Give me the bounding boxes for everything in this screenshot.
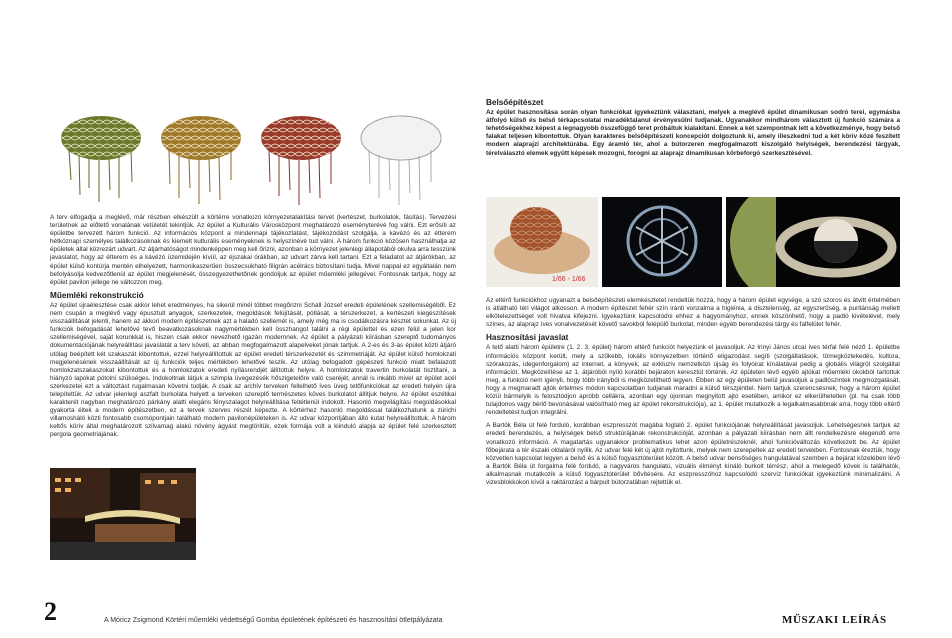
heading-interior: Belsőépítészet bbox=[486, 98, 544, 107]
strip-label: 1/66 - 1/66 bbox=[552, 276, 586, 283]
reconstruction-paragraph: Az épület újraélesztése csak akkor lehet eredményes, ha sikerül minél többet megőrizni Schall József eredeti épületének szellemiségéből. Ez nem csupán a meglévő vagy épusztult anyagok, szerkezetek, megoldások felújítását, pótlását, a térszerkezet, a kertészeti kiegészítések visszaállítását jelenti, hanem az akkori modern építészetnek azt a haladó szellemét is, amely még ma is csodálkozásra késztet sokunkat. Az új funkciók befogadását lehetővé tevő beavatkozásoknak nagymértékben kell összhangot találni a régi épülettel és ezen felül a jelen kor szellemiségével, saját korunkkal is, hiszen csak ekkor nevezhető igazán modernnek. Az épület a pályázati kiírásban szereplő tudományos dokumentációjának helyreállítási javaslatát a terv követi, az abban megfogalmazott alapelveket jónak tartjuk. A 2-es és 3-as épület közti átjáró utólag beépített két szakaszát kibontottuk, ezzel helyreállítottuk az épület eredeti térszerkezetét és szimmetriáját. Az épület külső homlokzati megjelenésének visszaállítását az új funkciók teljes mértékben lehetővé teszik. Az utólag befogadott gépészeti funkció miatt befalazott homlokzatszakaszokat kibontottuk és a homlokzatok eredeti nyílásrendjét állítottuk helyre. A homlokzatok travertin burkolatát tisztítani, a hiányzó lapokat pótolni szükséges. Indokoltnak látjuk a szimpla üvegezésék hőszigetelőre való cseréjét, annál is inkább mivel az épület acél szerkezetei ezt a változtást rugalmasan követni tudják. A csak az archív terveken fellelhető íves üveg tetőfunkciókat az eredeti helyén újra telepítettük. Az udvar jelenlegi aszfalt burkolata helyett a terveken szereplő természetes köves burkolatot állítjuk helyre. Az épület eszétikai karakterét nagyban meghatározó párkány alatti elegáns fényszalagot helyreállítása feltétlenül indokolt. Hasonló megvilágítási megoldásokkal gyakorta éltek a modern építészetben, ez a tervek szerves részét képezte. A körtérhez hasonló megoldással találkozhatunk a zürichi villamosháló közti fontosabb csomópontjain található modern pavilonépületeken is. Az udvar központjában álló kutat helyreállítottuk. A három keltős körív által meghatározott szilvamag alakú növény ágyást megtöritük, ezek formája volt a kiinduló alapja az épület felé szerkesztett pergola geometriájának. bbox=[50, 301, 456, 439]
espresso-paragraph: A Bartók Béla út felé forduló, korábban eszpresszót magába foglaló 2. épület funkciójának helyreállítását javasoljuk. Lehetségesnek tartjuk az eredeti berendezés, a helyiségek belső struktúrájának rekonstrukcióját, azonban a pályázati kiírásban nem állt rendelkezésre elegendő erre vonatkozó információ. A magatartás ugyanakkor problematikus lehet azon épületrészeknél, ahol funkcióváltozás következett be. Az épület főbejárata a tér északi oldaláról nyílik. Az udvar felé két új ajtót nyitottunk, melyek nem szerepeltek az eredeti tervekben. Fontosnak éreztük, hogy közvetlen kapcsolat legyen a belső és a külső fogyasztóterület között. A belső udvar bensőséges hangulatával szemben a bejárat közelében lévő a Bartók Béla út forgalma felé forduló, a nagyváros hangulatú, vizuális élményt kínáló burkolt térrész, ahol a melegedő kövek is találhatók, alkalmasnak mutatkozik a külső fogyasztótérület bővítésére. Az eszpresszóhoz kapcsolódó szervíz funkciókat igyekeztünk minimalizálni. A vizesblokkokon kívül a raktározást a bárpult bútorzatában rejtettük el. bbox=[486, 422, 900, 486]
intro-paragraph: A terv elfogadja a meglévő, már részben elkészült a körtérre vonatkozó környezetalakítási tervet (kertészet, burkolatok, fásítás). Tervezési területnek az előtető vonalának vetületét tekintjük. Az épület a Kulturális Városközpont meghatározó eseményterévé fog válni. Ezt erősíti az épületbe tervezett három funkció. Az információs központ a mindennapi tájékoztatást, tájékozódást szolgálja, a kávézó és az étterem hétköznapi személyes találkozásoknak és kiemelt kulturális eseményeknek is helyszínévé tud válni. A három funkció közösen használhatja az épületek által közrezárt udvart. Az átjárhatóságot mindenképpen meg kell őrizni, azonban a környezet jelenlegi állapotából okulva arra tesszünk javaslatot, hogy az étterem és a kávézó üzemidején kívül, az éjszakai órákban, az udvart zárva kell tartani. Ezt a feladatot az átjárókban, az épület külső kontúrja mentén elhelyezett, harmonikaszerűen összecsukható filigrán acélrács biztosítani tudja. Mivel nappal ez egyáltalán nem befolyásolja kedvezőtlenül az épület megjelenését, összegyezethetőnek gondoljuk az épület műemléki jellegével. Fontosnak tartjuk, hogy az épület pavilon jellege ne változzon meg. bbox=[50, 214, 456, 286]
dome-green bbox=[61, 116, 141, 202]
photo-side-text bbox=[200, 475, 456, 567]
utilization-paragraph: A tető alatti három épületre (1. 2. 3. épület) három eltérő funkciót helyezünk el javasoljuk. Az Irinyi János utcai íves térfal felé néző 1. épületbe információs központ került, mely a szűkebb, lokális környezetben történő eligazodást segíti (szolgáltatások, tömegközlekedés, kultúra, szórakozás, idegenforgalom) az internet, a könyvek, az exkluzív nemzetközi újság és folyóirat kínálatával pedig a globális világról szolgáltat információt. Megközelítése az 1. átjáróból nyíló korábbi bejáraton keresztül történik. Az épületen lévő egyéb ajtókat műemléki okokból tartottuk meg, a funkció nem igényli, hogy több irányból is megközelíthető legyen. Ebben az egy épületen belül javasoljuk a padlószintek megmozgatását, hogy a megmaradt ajtók értelmes módon kapcsolatban tudjanak maradni a külső térszpinttel. Nem tartjuk szerencsésnek, hogy a három épület közül bármelyik is felosztódjon apróbb cellákra, azonban egy újonnan megnyitott ajtó esetében, amikor ez elkerülhetetlen (pl. ha csak több tulajdonos vagy bérlő bevonásával valósítható meg az épület rekonstrukciója), az 1. épület mutatkozik a legalkalmasabbnak arra, hogy több eltérő rendeltetést tudjon integrálni. bbox=[486, 344, 900, 417]
dome-illustrations bbox=[55, 110, 455, 210]
dome-red bbox=[261, 116, 341, 205]
white-interior-paragraph: Az eltérő funkciókhoz ugyanazt a belsőépítészeti elemkészletet rendeltük hozzá, hogy a három épület egysége, a szó szoros és átvitt értelmében is átlátható téri világot alkosson. A modern építészet fehér szín iránti vonzalma a higiénia, a disztelenség, az egyszerűség, a puritánság mellett elkötelezettséget volt hivatva kifejezni. Igyekeztünk kapcsolódni ehhez a hagyományhoz, ennek köszönhető, hogy a padló kivételével, mely színes, az alaprajz íves vonalvezetését követő savokból felépülő burkolat, minden egyéb berendezési tárgy és falfelület fehér. bbox=[486, 297, 900, 329]
section-title: MŰSZAKI LEÍRÁS bbox=[782, 614, 887, 626]
heading-monument-reconstruction: Műemléki rekonstrukció bbox=[50, 290, 144, 300]
dome-gold bbox=[161, 116, 241, 204]
interior-paragraph: Az épület hasznosítása során olyan funkciókat igyekeztünk választani, melyek a meglévő épület dinamikusan sodró terei, egymásba átfolyó külső és belső térkapcsolatai maradéktalanul érvényesülni tudjanak. Ugyanakkor mindhárom választott új funkció számára a lehetőségekhez képest a legnagyobb összefüggő teret próbáltuk kialakítani. Ennek a két szempontnak lett a következménye, hogy belső falakat teljesen kibontottuk. Olyan karakteres belsőépítészeti koncepciót dolgoztunk ki, amely illeszkedni tud a két körív közé feszített modern alaprajzi architektúrába. Egy áramló tér, ahol a bútorzeren megfogalmazott kiszolgáló helyiségek, berendezési tárgyak, térelválasztó elemek együtt képesek mozogni, forogni az alaprajz dinamikusan körbeforgó szerkesztésével. bbox=[486, 109, 900, 157]
night-pavilion-photo bbox=[50, 468, 196, 560]
heading-utilization: Hasznosítási javaslat bbox=[486, 333, 569, 343]
dome-white bbox=[361, 116, 441, 205]
page-number: 2 bbox=[44, 597, 57, 626]
interior-image-strip bbox=[486, 197, 900, 287]
right-column-lower bbox=[486, 297, 900, 492]
footer-caption: A Móricz Zsigmond Körtéri műemléki védettségű Gomba épületének építészeti és hasznosítási ötletpályázata bbox=[104, 617, 443, 624]
right-column bbox=[486, 99, 900, 163]
